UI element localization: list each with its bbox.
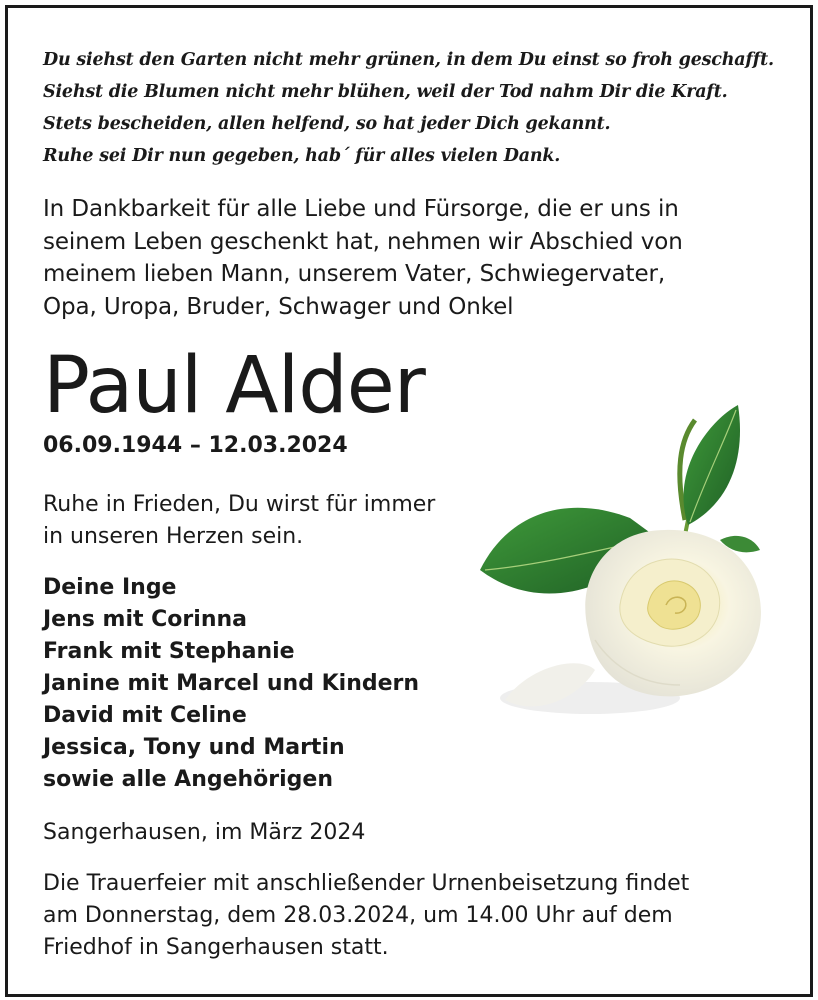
family-member: David mit Celine [43, 703, 247, 728]
funeral-line: Die Trauerfeier mit anschließender Urnenbeisetzung findet [43, 871, 690, 896]
family-list [43, 572, 783, 796]
life-dates: 06.09.1944 – 12.03.2024 [43, 433, 348, 458]
funeral-line: am Donnerstag, dem 28.03.2024, um 14.00 Uhr auf dem [43, 903, 673, 928]
family-member: sowie alle Angehörigen [43, 767, 334, 792]
family-member: Jessica, Tony und Martin [43, 735, 345, 760]
farewell-line: in unseren Herzen sein. [43, 524, 304, 549]
family-member: Deine Inge [43, 575, 177, 600]
intro-line: meinem lieben Mann, unserem Vater, Schwiegervater, [43, 261, 666, 287]
farewell-line: Ruhe in Frieden, Du wirst für immer [43, 492, 436, 517]
deceased-name: Paul Alder [43, 341, 425, 431]
intro-line: In Dankbarkeit für alle Liebe und Fürsorge, die er uns in [43, 196, 679, 222]
poem-line: Ruhe sei Dir nun gegeben, hab´ für alles vielen Dank. [43, 146, 561, 166]
family-member: Jens mit Corinna [43, 607, 247, 632]
funeral-line: Friedhof in Sangerhausen statt. [43, 935, 389, 960]
intro-line: Opa, Uropa, Bruder, Schwager und Onkel [43, 293, 514, 320]
intro-text [43, 193, 783, 323]
place-date: Sangerhausen, im März 2024 [43, 820, 366, 845]
family-member: Frank mit Stephanie [43, 639, 295, 664]
family-member: Janine mit Marcel und Kindern [43, 671, 420, 696]
funeral-info [43, 868, 783, 964]
poem-line: Stets bescheiden, allen helfend, so hat jeder Dich gekannt. [43, 114, 611, 134]
intro-line: seinem Leben geschenkt hat, nehmen wir Abschied von [43, 228, 683, 255]
farewell-text [43, 489, 783, 553]
poem [43, 44, 783, 172]
poem-line: Du siehst den Garten nicht mehr grünen, in dem Du einst so froh geschafft. [43, 50, 774, 70]
obituary-content [43, 44, 783, 964]
poem-line: Siehst die Blumen nicht mehr blühen, weil der Tod nahm Dir die Kraft. [43, 82, 728, 102]
